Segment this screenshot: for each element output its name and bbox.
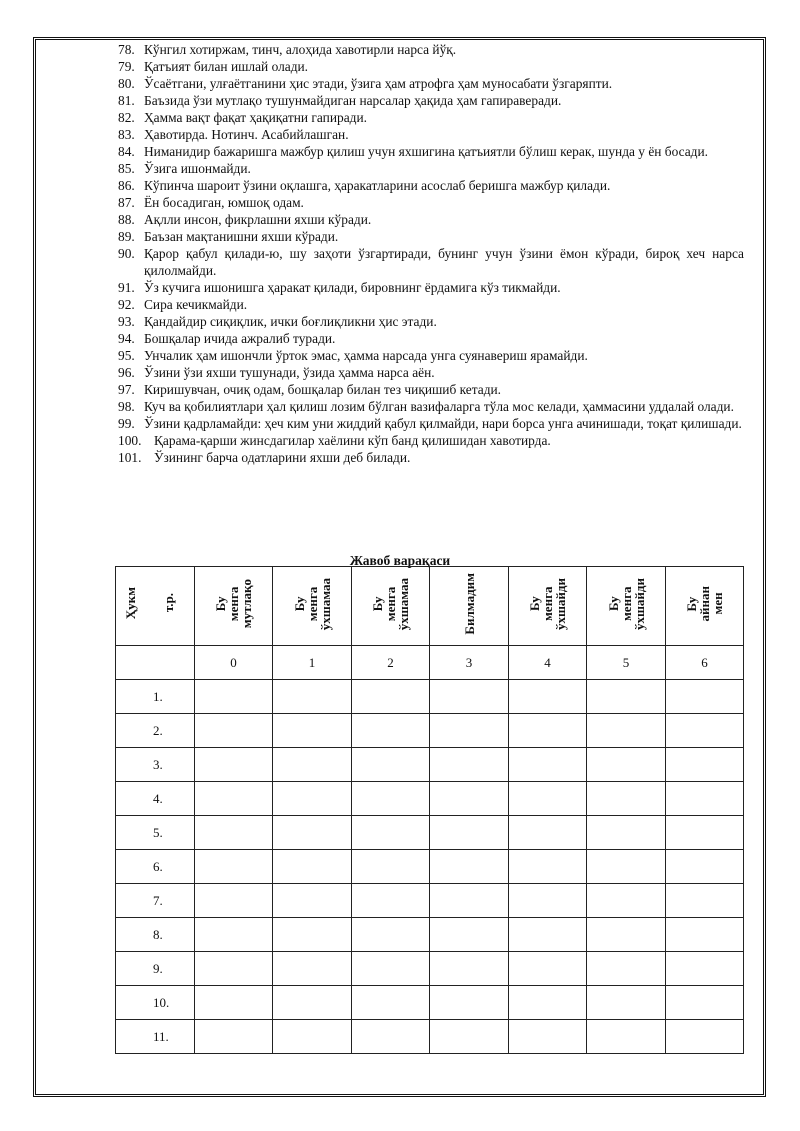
answer-cell[interactable] bbox=[509, 782, 587, 816]
answer-cell[interactable] bbox=[195, 714, 273, 748]
statement-number: 86. bbox=[118, 178, 135, 193]
answer-row-number: 10. bbox=[116, 986, 195, 1020]
answer-cell[interactable] bbox=[352, 782, 430, 816]
answer-cell[interactable] bbox=[666, 680, 744, 714]
statement-text: Ҳамма вақт фақат ҳақиқатни гапиради. bbox=[144, 110, 367, 125]
statement-number: 88. bbox=[118, 212, 135, 227]
statement-text: Қарор қабул қилади-ю, шу заҳоти ўзгартиради, бунинг учун ўзини ёмон кўради, бироқ хеч нарса қилолмайди. bbox=[144, 246, 744, 278]
statement-item bbox=[118, 160, 744, 177]
statement-text: Қандайдир сиқиқлик, ички боғлиқликни ҳис этади. bbox=[144, 314, 437, 329]
statement-text: Куч ва қобилиятлари ҳал қилиш лозим бўлган вазифаларга тўла мос келади, ҳаммасини уддалай олади. bbox=[144, 399, 734, 414]
answer-cell[interactable] bbox=[273, 748, 352, 782]
answer-cell[interactable] bbox=[509, 748, 587, 782]
answer-cell[interactable] bbox=[352, 680, 430, 714]
answer-cell[interactable] bbox=[587, 986, 666, 1020]
statement-text: Қарама-қарши жинсдагилар хаёлини кўп банд қилишидан хавотирда. bbox=[154, 433, 551, 448]
statement-number: 84. bbox=[118, 144, 135, 159]
statement-number: 101. bbox=[118, 450, 142, 465]
answer-row bbox=[116, 884, 744, 918]
scale-value: 6 bbox=[666, 646, 744, 680]
answer-cell[interactable] bbox=[352, 1020, 430, 1054]
statement-text: Ўсаётгани, улғаётганини ҳис этади, ўзига ҳам атрофга ҳам муносабати ўзгаряпти. bbox=[144, 76, 613, 91]
answer-cell[interactable] bbox=[587, 952, 666, 986]
header-verdict-label: Ҳукм bbox=[123, 587, 138, 620]
answer-cell[interactable] bbox=[587, 1020, 666, 1054]
scale-empty-cell bbox=[116, 646, 195, 680]
answer-row-number: 8. bbox=[116, 918, 195, 952]
statement-number: 98. bbox=[118, 399, 135, 414]
answer-row-number: 5. bbox=[116, 816, 195, 850]
answer-cell[interactable] bbox=[587, 782, 666, 816]
statement-item bbox=[118, 245, 744, 279]
answer-row bbox=[116, 782, 744, 816]
statement-item bbox=[118, 41, 744, 58]
answer-cell[interactable] bbox=[666, 918, 744, 952]
statement-number: 93. bbox=[118, 314, 135, 329]
statement-list bbox=[118, 41, 744, 466]
answer-cell[interactable] bbox=[273, 714, 352, 748]
answer-cell[interactable] bbox=[509, 986, 587, 1020]
statement-text: Ўз кучига ишонишга ҳаракат қилади, бировнинг ёрдамига кўз тикмайди. bbox=[144, 280, 561, 295]
answer-row bbox=[116, 714, 744, 748]
statement-text: Ўзининг барча одатларини яхши деб билади. bbox=[154, 450, 411, 465]
answer-cell[interactable] bbox=[273, 918, 352, 952]
statement-number: 99. bbox=[118, 416, 135, 431]
answer-cell[interactable] bbox=[587, 816, 666, 850]
answer-cell[interactable] bbox=[587, 748, 666, 782]
answer-cell[interactable] bbox=[273, 884, 352, 918]
statement-item bbox=[118, 347, 744, 364]
column-header-label: Бу менга ўхшайди bbox=[527, 577, 568, 631]
scale-value: 1 bbox=[273, 646, 352, 680]
statement-item bbox=[118, 296, 744, 313]
answer-row bbox=[116, 748, 744, 782]
answer-scale-row bbox=[116, 646, 744, 680]
answer-cell[interactable] bbox=[430, 1020, 509, 1054]
statement-item bbox=[118, 211, 744, 228]
statement-item bbox=[118, 228, 744, 245]
answer-row-number: 1. bbox=[116, 680, 195, 714]
answer-cell[interactable] bbox=[666, 714, 744, 748]
answer-cell[interactable] bbox=[352, 918, 430, 952]
answer-row bbox=[116, 680, 744, 714]
answer-cell[interactable] bbox=[430, 918, 509, 952]
statement-number: 82. bbox=[118, 110, 135, 125]
statement-item bbox=[118, 58, 744, 75]
answer-cell[interactable] bbox=[509, 952, 587, 986]
statement-text: Қатъият билан ишлай олади. bbox=[144, 59, 309, 74]
statement-item bbox=[118, 194, 744, 211]
answer-cell[interactable] bbox=[666, 850, 744, 884]
answer-cell[interactable] bbox=[352, 986, 430, 1020]
answer-cell[interactable] bbox=[666, 952, 744, 986]
scale-value: 3 bbox=[430, 646, 509, 680]
answer-cell[interactable] bbox=[509, 714, 587, 748]
statement-item bbox=[118, 432, 744, 449]
answer-cell[interactable] bbox=[273, 850, 352, 884]
answer-cell[interactable] bbox=[273, 680, 352, 714]
statement-text: Унчалик ҳам ишончли ўрток эмас, ҳамма нарсада унга суянавериш ярамайди. bbox=[144, 348, 588, 363]
statement-item bbox=[118, 364, 744, 381]
statement-text: Ўзини қадрламайди: ҳеч ким уни жиддий қабул қилмайди, нари борса унга ачинишади, тоқат қилишади. bbox=[144, 416, 742, 431]
statement-item bbox=[118, 109, 744, 126]
answer-cell[interactable] bbox=[509, 816, 587, 850]
answer-cell[interactable] bbox=[666, 748, 744, 782]
answer-cell[interactable] bbox=[273, 952, 352, 986]
answer-cell[interactable] bbox=[273, 1020, 352, 1054]
answer-column-header bbox=[587, 567, 666, 646]
statement-item bbox=[118, 381, 744, 398]
answer-column-header bbox=[273, 567, 352, 646]
answer-cell[interactable] bbox=[587, 918, 666, 952]
answer-row bbox=[116, 816, 744, 850]
answer-row bbox=[116, 918, 744, 952]
answer-cell[interactable] bbox=[430, 986, 509, 1020]
answer-cell[interactable] bbox=[195, 816, 273, 850]
answer-cell[interactable] bbox=[666, 1020, 744, 1054]
answer-cell[interactable] bbox=[430, 714, 509, 748]
statement-item bbox=[118, 126, 744, 143]
answer-cell[interactable] bbox=[352, 952, 430, 986]
statement-text: Ён босадиган, юмшоқ одам. bbox=[144, 195, 304, 210]
statement-number: 92. bbox=[118, 297, 135, 312]
statement-text: Ниманидир бажаришга мажбур қилиш учун яхшигина қатъиятли бўлиш керак, шунда у ён босади. bbox=[144, 144, 709, 159]
statement-text: Киришувчан, очиқ одам, бошқалар билан тез чиқишиб кетади. bbox=[144, 382, 502, 397]
answer-row bbox=[116, 952, 744, 986]
answer-cell[interactable] bbox=[352, 850, 430, 884]
answer-cell[interactable] bbox=[352, 748, 430, 782]
statement-text: Баъзан мақтанишни яхши кўради. bbox=[144, 229, 339, 244]
statement-item bbox=[118, 449, 744, 466]
answer-cell[interactable] bbox=[273, 816, 352, 850]
statement-number: 94. bbox=[118, 331, 135, 346]
statement-item bbox=[118, 279, 744, 296]
answer-row bbox=[116, 850, 744, 884]
column-header-label: Билмадим bbox=[461, 573, 477, 635]
answer-cell[interactable] bbox=[195, 1020, 273, 1054]
scale-value: 0 bbox=[195, 646, 273, 680]
statement-item bbox=[118, 75, 744, 92]
answer-column-header bbox=[352, 567, 430, 646]
statement-number: 97. bbox=[118, 382, 135, 397]
statement-item bbox=[118, 398, 744, 415]
answer-cell[interactable] bbox=[509, 918, 587, 952]
column-header-label: Бу айнан мен bbox=[684, 586, 725, 622]
scale-value: 4 bbox=[509, 646, 587, 680]
answer-cell[interactable] bbox=[666, 884, 744, 918]
answer-cell[interactable] bbox=[195, 850, 273, 884]
answer-column-header bbox=[509, 567, 587, 646]
statement-number: 100. bbox=[118, 433, 142, 448]
statement-number: 96. bbox=[118, 365, 135, 380]
scale-value: 2 bbox=[352, 646, 430, 680]
answer-sheet-table bbox=[115, 566, 744, 1054]
answer-cell[interactable] bbox=[666, 986, 744, 1020]
answer-column-header bbox=[666, 567, 744, 646]
answer-cell[interactable] bbox=[430, 952, 509, 986]
statement-number: 81. bbox=[118, 93, 135, 108]
statement-text: Кўпинча шароит ўзини оқлашга, ҳаракатларини асослаб беришга мажбур қилади. bbox=[144, 178, 611, 193]
answer-row bbox=[116, 1020, 744, 1054]
column-header-label: Бу менга ўхшамаа bbox=[291, 577, 333, 631]
answer-cell[interactable] bbox=[509, 680, 587, 714]
answer-cell[interactable] bbox=[273, 986, 352, 1020]
statement-text: Ақлли инсон, фикрлашни яхши кўради. bbox=[144, 212, 372, 227]
answer-cell[interactable] bbox=[195, 884, 273, 918]
answer-column-header bbox=[195, 567, 273, 646]
answer-row bbox=[116, 986, 744, 1020]
answer-cell[interactable] bbox=[666, 816, 744, 850]
answer-cell[interactable] bbox=[430, 816, 509, 850]
statement-number: 83. bbox=[118, 127, 135, 142]
answer-cell[interactable] bbox=[509, 884, 587, 918]
answer-column-header bbox=[430, 567, 509, 646]
column-header-label: Бу менга мутлақо bbox=[213, 579, 254, 629]
answer-cell[interactable] bbox=[587, 680, 666, 714]
answer-header-row bbox=[116, 567, 744, 646]
answer-cell[interactable] bbox=[587, 884, 666, 918]
answer-row-number: 4. bbox=[116, 782, 195, 816]
answer-cell[interactable] bbox=[509, 850, 587, 884]
statement-number: 91. bbox=[118, 280, 135, 295]
statement-item bbox=[118, 330, 744, 347]
answer-cell[interactable] bbox=[587, 850, 666, 884]
column-header-label: Бу менга ўхшайди bbox=[605, 577, 647, 631]
answer-cell[interactable] bbox=[195, 952, 273, 986]
answer-row-number: 3. bbox=[116, 748, 195, 782]
statement-item bbox=[118, 313, 744, 330]
answer-cell[interactable] bbox=[666, 782, 744, 816]
answer-row-number: 11. bbox=[116, 1020, 195, 1054]
statement-text: Кўнгил хотиржам, тинч, алоҳида хавотирли нарса йўқ. bbox=[144, 42, 457, 57]
answer-cell[interactable] bbox=[430, 782, 509, 816]
answer-sheet-title: Жавоб варақаси bbox=[349, 553, 451, 568]
answer-cell[interactable] bbox=[509, 1020, 587, 1054]
statement-number: 90. bbox=[118, 246, 135, 261]
answer-cell[interactable] bbox=[352, 884, 430, 918]
answer-cell[interactable] bbox=[430, 850, 509, 884]
answer-cell[interactable] bbox=[195, 986, 273, 1020]
statement-item bbox=[118, 143, 744, 160]
answer-cell[interactable] bbox=[195, 680, 273, 714]
answer-cell[interactable] bbox=[430, 884, 509, 918]
column-header-label: Бу менга ўхшамаа bbox=[370, 577, 411, 631]
statement-number: 79. bbox=[118, 59, 135, 74]
statement-number: 85. bbox=[118, 161, 135, 176]
statement-text: Баъзида ўзи мутлақо тушунмайдиган нарсалар ҳақида ҳам гапираверади. bbox=[144, 93, 562, 108]
answer-cell[interactable] bbox=[587, 714, 666, 748]
statement-text: Ўзига ишонмайди. bbox=[144, 161, 251, 176]
statement-text: Бошқалар ичида ажралиб туради. bbox=[144, 331, 336, 346]
scale-value: 5 bbox=[587, 646, 666, 680]
answer-cell[interactable] bbox=[430, 748, 509, 782]
statement-number: 95. bbox=[118, 348, 135, 363]
statement-item bbox=[118, 92, 744, 109]
header-statement-number bbox=[116, 567, 195, 646]
answer-row-number: 6. bbox=[116, 850, 195, 884]
answer-row-number: 9. bbox=[116, 952, 195, 986]
header-number-label: т.р. bbox=[161, 593, 176, 613]
answer-cell[interactable] bbox=[195, 782, 273, 816]
statement-text: Сира кечикмайди. bbox=[144, 297, 248, 312]
statement-number: 89. bbox=[118, 229, 135, 244]
statement-item bbox=[118, 415, 744, 432]
answer-row-number: 2. bbox=[116, 714, 195, 748]
answer-cell[interactable] bbox=[352, 816, 430, 850]
answer-cell[interactable] bbox=[195, 748, 273, 782]
statement-item bbox=[118, 177, 744, 194]
statement-number: 87. bbox=[118, 195, 135, 210]
statement-text: Ҳавотирда. Нотинч. Асабийлашган. bbox=[144, 127, 349, 142]
answer-cell[interactable] bbox=[273, 782, 352, 816]
answer-row-number: 7. bbox=[116, 884, 195, 918]
answer-cell[interactable] bbox=[195, 918, 273, 952]
statement-number: 78. bbox=[118, 42, 135, 57]
statement-number: 80. bbox=[118, 76, 135, 91]
answer-cell[interactable] bbox=[352, 714, 430, 748]
statement-text: Ўзини ўзи яхши тушунади, ўзида ҳамма нарса аён. bbox=[144, 365, 435, 380]
answer-cell[interactable] bbox=[430, 680, 509, 714]
